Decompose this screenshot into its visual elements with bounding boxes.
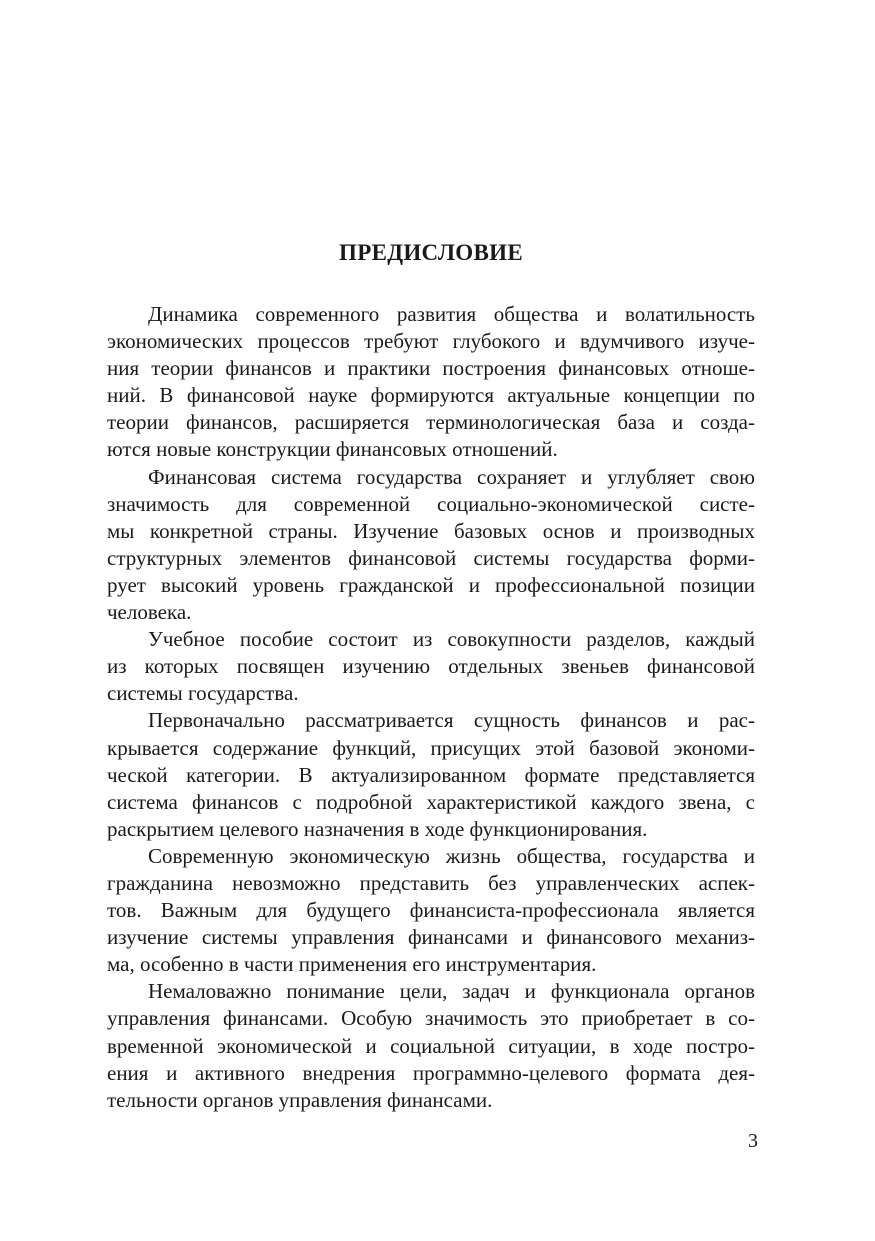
text-line: Первоначально рассматривается сущность финансов и рас- (148, 708, 755, 733)
text-line: Современную экономическую жизнь общества, государства и (148, 843, 755, 868)
text-line: значимость для современной социально-экономической систе- (107, 491, 755, 516)
text-line: ма, особенно в части применения его инструментария. (107, 952, 597, 977)
text-line: Динамика современного развития общества и волатильность (148, 302, 755, 326)
text-line: экономических процессов требуют глубокого и вдумчивого изуче- (107, 329, 755, 354)
text-line: ния теории финансов и практики построения финансовых отноше- (107, 356, 755, 381)
page-number: 3 (748, 1130, 758, 1152)
text-line: ются новые конструкции финансовых отношений. (107, 437, 558, 462)
text-line: управления финансами. Особую значимость это приобретает в со- (107, 1006, 755, 1031)
text-line: из которых посвящен изучению отдельных звеньев финансовой (107, 654, 755, 679)
text-line: гражданина невозможно представить без управленческих аспек- (107, 870, 755, 895)
text-line: мы конкретной страны. Изучение базовых основ и производных (107, 518, 755, 543)
page-title: ПРЕДИСЛОВИЕ (339, 240, 523, 265)
text-line: система финансов с подробной характеристикой каждого звена, с (107, 789, 755, 814)
paragraph (107, 978, 755, 1113)
text-line: раскрытием целевого назначения в ходе функционирования. (107, 816, 648, 841)
paragraph (107, 843, 755, 978)
text-line: тов. Важным для будущего финансиста-профессионала является (107, 898, 755, 923)
text-line: ения и активного внедрения программно-целевого формата дея- (107, 1060, 755, 1085)
text-line: теории финансов, расширяется терминологическая база и созда- (107, 410, 755, 435)
text-line: рует высокий уровень гражданской и профессиональной позиции (107, 572, 755, 597)
text-line: структурных элементов финансовой системы государства форми- (107, 545, 755, 570)
text-line: человека. (107, 600, 192, 625)
paragraph (107, 707, 755, 842)
text-line: ний. В финансовой науке формируются актуальные концепции по (107, 383, 755, 408)
paragraph (107, 301, 755, 464)
text-line: временной экономической и социальной ситуации, в ходе постро- (107, 1033, 755, 1058)
text-line: тельности органов управления финансами. (107, 1087, 493, 1112)
body-text (107, 301, 755, 1114)
paragraph (107, 464, 755, 627)
text-line: Учебное пособие состоит из совокупности разделов, каждый (148, 627, 755, 652)
paragraph (107, 626, 755, 707)
text-line: изучение системы управления финансами и финансового механиз- (107, 925, 755, 950)
text-line: крывается содержание функций, присущих этой базовой экономи- (107, 735, 755, 760)
text-line: системы государства. (107, 681, 299, 706)
text-line: Финансовая система государства сохраняет и углубляет свою (148, 464, 755, 489)
text-line: ческой категории. В актуализированном формате представляется (107, 762, 755, 787)
text-line: Немаловажно понимание цели, задач и функционала органов (148, 979, 755, 1004)
